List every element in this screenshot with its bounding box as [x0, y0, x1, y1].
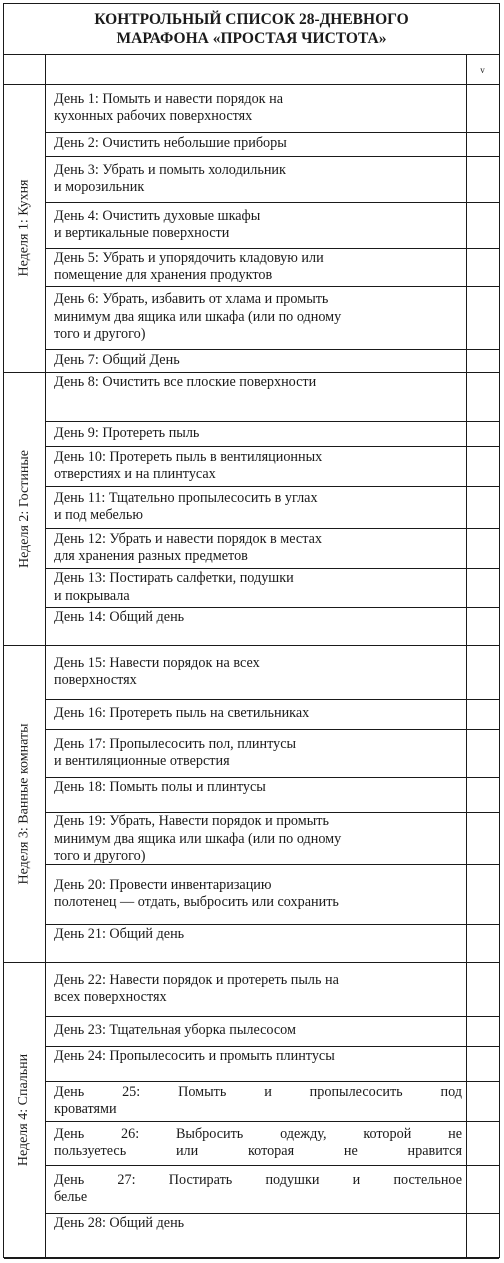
task-line: поверхностях — [54, 672, 137, 688]
task-line: минимум два ящика или шкафа (или по одному — [54, 830, 342, 847]
task-line: День 19: Убрать, Навести порядок и промыть — [54, 813, 329, 829]
task-text — [54, 705, 462, 723]
checkbox-cell[interactable] — [466, 372, 499, 421]
checkbox-cell[interactable] — [466, 1213, 499, 1258]
checkbox-cell[interactable] — [466, 924, 499, 962]
checkbox-cell[interactable] — [466, 1165, 499, 1213]
checkbox-cell[interactable] — [466, 812, 499, 864]
checkbox-cell[interactable] — [466, 777, 499, 812]
row-divider — [45, 607, 499, 608]
checkbox-cell[interactable] — [466, 286, 499, 349]
week-divider — [4, 372, 499, 373]
task-line: и покрывала — [54, 587, 130, 604]
checkbox-cell[interactable] — [466, 156, 499, 202]
task-line: и вентиляционные отверстия — [54, 753, 230, 769]
task-text — [54, 352, 462, 370]
task-text — [54, 813, 462, 866]
task-line: всех поверхностях — [54, 989, 167, 1005]
row-divider — [45, 1046, 499, 1047]
checkbox-cell[interactable] — [466, 1081, 499, 1121]
task-text — [54, 374, 462, 392]
checkbox-cell[interactable] — [466, 645, 499, 699]
task-line: День 4: Очистить духовые шкафы — [54, 207, 261, 224]
task-line: и под мебелью — [54, 507, 143, 523]
row-divider — [45, 1081, 499, 1082]
task-line: День 20: Провести инвентаризацию — [54, 876, 272, 893]
checkbox-cell[interactable] — [466, 528, 499, 568]
task-line: того и другого) — [54, 848, 146, 864]
task-line: и вертикальные поверхности — [54, 225, 230, 241]
week-label-cell — [4, 962, 45, 1258]
title-line-2: МАРАФОНА «ПРОСТАЯ ЧИСТОТА» — [116, 30, 387, 47]
task-line: День 11: Тщательно пропылесосить в углах — [54, 489, 318, 506]
task-line: День 27: Постирать подушки и постельное — [54, 1171, 462, 1188]
checkbox-cell[interactable] — [466, 864, 499, 924]
checkbox-cell[interactable] — [466, 84, 499, 132]
row-divider — [45, 446, 499, 447]
task-line: День 6: Убрать, избавить от хлама и промыть — [54, 291, 329, 308]
row-divider — [45, 924, 499, 925]
task-text — [54, 926, 462, 944]
checkbox-cell[interactable] — [466, 446, 499, 486]
task-line: День 13: Постирать салфетки, подушки — [54, 570, 294, 586]
checkbox-cell[interactable] — [466, 202, 499, 248]
task-text — [54, 250, 462, 285]
task-text — [54, 291, 462, 344]
checkbox-cell[interactable] — [466, 729, 499, 777]
task-line: День 18: Помыть полы и плинтусы — [54, 779, 266, 795]
task-line: День 22: Навести порядок и протереть пыль на — [54, 971, 339, 988]
checkbox-cell[interactable] — [466, 568, 499, 607]
row-divider — [45, 421, 499, 422]
task-line: минимум два ящика или шкафа (или по одному — [54, 308, 342, 325]
row-divider — [45, 1165, 499, 1166]
checklist-table — [3, 3, 500, 1258]
task-text — [54, 1126, 462, 1161]
checkbox-cell[interactable] — [466, 607, 499, 645]
checkbox-cell[interactable] — [466, 962, 499, 1016]
week-divider — [4, 645, 499, 646]
checkbox-cell[interactable] — [466, 699, 499, 729]
task-line: белье — [54, 1189, 88, 1205]
task-text — [54, 490, 462, 525]
task-line: День 10: Протереть пыль в вентиляционных — [54, 448, 323, 465]
checklist-title — [4, 4, 499, 55]
title-line-1: КОНТРОЛЬНЫЙ СПИСОК 28-ДНЕВНОГО — [94, 11, 409, 28]
task-line: и морозильник — [54, 179, 145, 195]
task-line: День 15: Навести порядок на всех — [54, 654, 260, 671]
checkbox-cell[interactable] — [466, 421, 499, 446]
task-line: пользуетесь или которая не нравится — [54, 1143, 462, 1159]
task-text — [54, 208, 462, 243]
row-divider — [45, 568, 499, 569]
task-text — [54, 570, 462, 605]
week-divider — [4, 962, 499, 963]
task-text — [54, 877, 462, 912]
row-divider — [45, 1016, 499, 1017]
row-divider — [45, 286, 499, 287]
checkbox-cell[interactable] — [466, 1016, 499, 1046]
task-text — [54, 91, 462, 126]
week-divider — [4, 1258, 499, 1259]
task-line: День 9: Протереть пыль — [54, 424, 200, 441]
task-line: того и другого) — [54, 326, 146, 343]
week-label-cell — [4, 372, 45, 645]
task-line: для хранения разных предметов — [54, 548, 248, 564]
task-line: полотенец — отдать, выбросить или сохранить — [54, 894, 339, 910]
week-label-cell — [4, 84, 45, 372]
row-divider — [45, 528, 499, 529]
task-line: кухонных рабочих поверхностях — [54, 108, 253, 124]
task-text — [54, 531, 462, 566]
task-line: помещение для хранения продуктов — [54, 267, 273, 283]
task-text — [54, 655, 462, 690]
task-line: День 2: Очистить небольшие приборы — [54, 135, 287, 152]
task-line: День 26: Выбросить одежду, которой не — [54, 1125, 462, 1142]
task-text — [54, 972, 462, 1007]
task-text — [54, 1048, 462, 1066]
task-line: День 7: Общий День — [54, 351, 180, 368]
task-text — [54, 1172, 462, 1207]
task-text — [54, 736, 462, 771]
row-divider — [45, 202, 499, 203]
row-divider — [45, 156, 499, 157]
task-line: День 17: Пропылесосить пол, плинтусы — [54, 735, 297, 752]
checkbox-cell[interactable] — [466, 486, 499, 528]
checkbox-cell[interactable] — [466, 1046, 499, 1081]
task-line: отверстиях и на плинтусах — [54, 466, 216, 482]
week-label: Неделя 3: Ванные комнаты — [16, 723, 32, 884]
week-label: Неделя 4: Спальни — [16, 1053, 32, 1167]
checkbox-cell[interactable] — [466, 248, 499, 286]
row-divider — [45, 1121, 499, 1122]
row-divider — [45, 486, 499, 487]
task-line: кроватями — [54, 1101, 117, 1117]
task-text — [54, 1084, 462, 1119]
task-line: День 12: Убрать и навести порядок в местах — [54, 530, 322, 547]
week-label: Неделя 1: Кухня — [16, 179, 32, 277]
week-column-divider — [45, 54, 46, 1257]
checkbox-cell[interactable] — [466, 132, 499, 156]
row-divider — [45, 1213, 499, 1214]
task-text — [54, 135, 462, 153]
task-line: День 23: Тщательная уборка пылесосом — [54, 1022, 296, 1039]
row-divider — [45, 132, 499, 133]
checkbox-cell[interactable] — [466, 349, 499, 372]
task-line: День 16: Протереть пыль на светильниках — [54, 705, 310, 722]
row-divider — [45, 777, 499, 778]
task-line: День 28: Общий день — [54, 1215, 185, 1231]
task-text — [54, 449, 462, 484]
task-line: День 3: Убрать и помыть холодильник — [54, 161, 286, 178]
week-label: Неделя 2: Гостиные — [16, 449, 32, 568]
task-line: День 14: Общий день — [54, 609, 185, 625]
task-text — [54, 425, 462, 443]
check-column-header: v — [480, 65, 485, 75]
task-line: День 8: Очистить все плоские поверхности — [54, 374, 317, 390]
checkbox-cell[interactable] — [466, 1121, 499, 1165]
task-text — [54, 162, 462, 197]
task-text — [54, 1022, 462, 1040]
row-divider — [45, 699, 499, 700]
task-line: День 5: Убрать и упорядочить кладовую или — [54, 249, 324, 266]
header-row-divider — [4, 84, 499, 85]
task-text — [54, 1215, 462, 1233]
task-text — [54, 609, 462, 627]
week-label-cell — [4, 645, 45, 962]
task-line: День 25: Помыть и пропылесосить под — [54, 1083, 462, 1100]
task-text — [54, 779, 462, 797]
task-line: День 21: Общий день — [54, 926, 185, 942]
task-line: День 24: Пропылесосить и промыть плинтусы — [54, 1048, 335, 1064]
row-divider — [45, 729, 499, 730]
task-line: День 1: Помыть и навести порядок на — [54, 90, 284, 107]
row-divider — [45, 349, 499, 350]
